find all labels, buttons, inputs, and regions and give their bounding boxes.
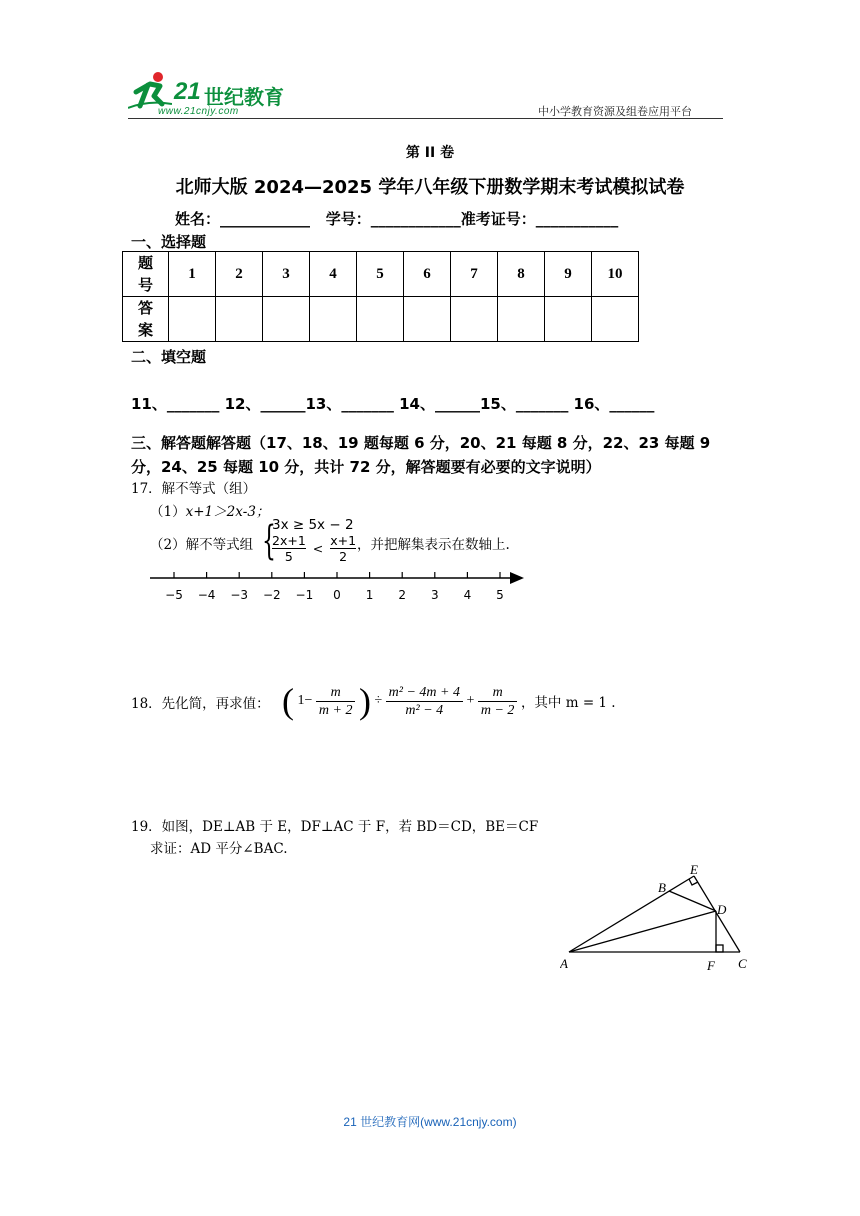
question-number: 3 (263, 252, 310, 297)
tick-label: 2 (398, 588, 407, 602)
q17-stem: 17．解不等式（组） (131, 481, 257, 497)
answer-header: 答 案 (123, 297, 169, 342)
answer-cell[interactable] (545, 297, 592, 342)
answer-cell[interactable] (404, 297, 451, 342)
logo (128, 70, 298, 118)
section-1-heading: 一、选择题 (131, 233, 207, 251)
q18-f3-den: m − 2 (480, 702, 515, 718)
tick-label: −4 (197, 588, 216, 602)
question-number: 2 (216, 252, 263, 297)
line-AE (569, 876, 694, 952)
label-B: B (658, 880, 666, 895)
question-number-header: 题 号 (123, 252, 169, 297)
q19-line1: 19．如图，DE⊥AB 于 E，DF⊥AC 于 F，若 BD＝CD，BE＝CF (131, 819, 539, 835)
question-number: 8 (498, 252, 545, 297)
answer-table (122, 251, 639, 342)
tick-label: 1 (365, 588, 374, 602)
tick-label: −3 (230, 588, 249, 602)
student-info (175, 208, 618, 229)
q17-less-than: < (312, 541, 324, 556)
answer-cell[interactable] (498, 297, 545, 342)
q18-f3-num: m (478, 684, 518, 702)
tick-label: 5 (496, 588, 504, 602)
section-3-heading-line1: 三、解答题解答题（17、18、19 题每题 6 分，20、21 每题 8 分，22、23 每题 9 (131, 434, 711, 452)
q18-divide: ÷ (374, 693, 383, 708)
tick-label: −1 (295, 588, 314, 602)
q18-tail: ，其中 m = 1 . (520, 695, 616, 711)
student-id-label: 学号： (325, 210, 371, 228)
question-number: 10 (592, 252, 639, 297)
q18-plus: + (466, 693, 475, 708)
q17-frac-right-num: x+1 (330, 533, 357, 548)
q17-part1-expr: x+1＞2x‑3； (185, 504, 270, 520)
question-number: 6 (404, 252, 451, 297)
left-paren: ( (282, 681, 294, 721)
volume-label: 第 II 卷 (405, 145, 455, 161)
question-number: 9 (545, 252, 592, 297)
arrow-icon (510, 572, 524, 584)
name-field[interactable]: ____________ (220, 210, 311, 228)
q18-f1-den: m + 2 (318, 702, 353, 718)
logo-url: www.21cnjy.com (158, 106, 239, 117)
line-AD (569, 911, 716, 952)
footer[interactable]: 21 世纪教育网(www.21cnjy.com) (343, 1115, 517, 1129)
runner-icon (128, 70, 172, 110)
answer-cell[interactable] (263, 297, 310, 342)
q17-part2-label: （2）解不等式组 (150, 537, 254, 553)
q18-f2-den: m² − 4 (405, 702, 444, 718)
q17-part1 (150, 500, 269, 520)
platform-name: 中小学教育资源及组卷应用平台 (538, 105, 692, 118)
q17-ineq2 (272, 533, 356, 564)
logo-text: 世纪教育 (204, 85, 284, 109)
fill-in-blanks[interactable]: 11、_______ 12、______13、_______ 14、______15、_______ 16、______ (131, 395, 655, 413)
q17-frac-left-den: 5 (284, 549, 293, 564)
table-row (123, 297, 639, 342)
answer-cell[interactable] (216, 297, 263, 342)
question-number: 5 (357, 252, 404, 297)
q17-frac-right-den: 2 (339, 549, 348, 564)
q17-part1-label: （1） (150, 504, 186, 520)
tick-label: 3 (430, 588, 439, 602)
answer-cell[interactable] (357, 297, 404, 342)
right-angle-F (716, 945, 723, 952)
q17-system-brace: { (262, 518, 276, 564)
header-rule (128, 118, 723, 119)
right-paren: ) (358, 681, 371, 721)
label-E: E (690, 864, 698, 877)
label-D: D (717, 902, 727, 917)
question-number: 4 (310, 252, 357, 297)
name-label: 姓名： (175, 210, 221, 228)
answer-cell[interactable] (451, 297, 498, 342)
geometry-figure (560, 864, 760, 974)
answer-cell[interactable] (169, 297, 216, 342)
q17-ineq1: 3x ≥ 5x − 2 (272, 517, 354, 533)
tick-label: 0 (333, 588, 341, 602)
tick-label: −5 (165, 588, 183, 602)
logo-number: 21 (174, 78, 201, 105)
exam-number-field[interactable]: ___________ (535, 210, 619, 228)
q18-one-minus: 1− (297, 693, 313, 708)
answer-cell[interactable] (592, 297, 639, 342)
section-2-heading: 二、填空题 (131, 348, 207, 366)
q18-stem: 18．先化简，再求值： (131, 696, 270, 712)
label-C: C (738, 956, 747, 971)
label-A: A (560, 956, 568, 971)
q18-expression (282, 680, 616, 722)
q17-frac-left-num: 2x+1 (272, 533, 306, 548)
number-line (148, 566, 528, 606)
page-title: 北师大版 2024—2025 学年八年级下册数学期末考试模拟试卷 (175, 177, 685, 198)
tick-label: 4 (463, 588, 472, 602)
q18-f1-num: m (316, 684, 356, 702)
section-3-heading-line2: 分，24、25 每题 10 分，共计 72 分，解答题要有必要的文字说明） (131, 458, 601, 476)
q17-part2-tail: ，并把解集表示在数轴上. (357, 537, 510, 553)
tick-label: −2 (262, 588, 281, 602)
answer-cell[interactable] (310, 297, 357, 342)
exam-number-label: 准考证号： (460, 210, 536, 228)
q18-f2-num: m² − 4m + 4 (386, 684, 463, 702)
question-number: 1 (169, 252, 216, 297)
student-id-field[interactable]: ____________ (370, 210, 461, 228)
label-F: F (707, 958, 715, 973)
table-row (123, 252, 639, 297)
q19-line2: 求证：AD 平分∠BAC. (150, 841, 288, 857)
question-number: 7 (451, 252, 498, 297)
